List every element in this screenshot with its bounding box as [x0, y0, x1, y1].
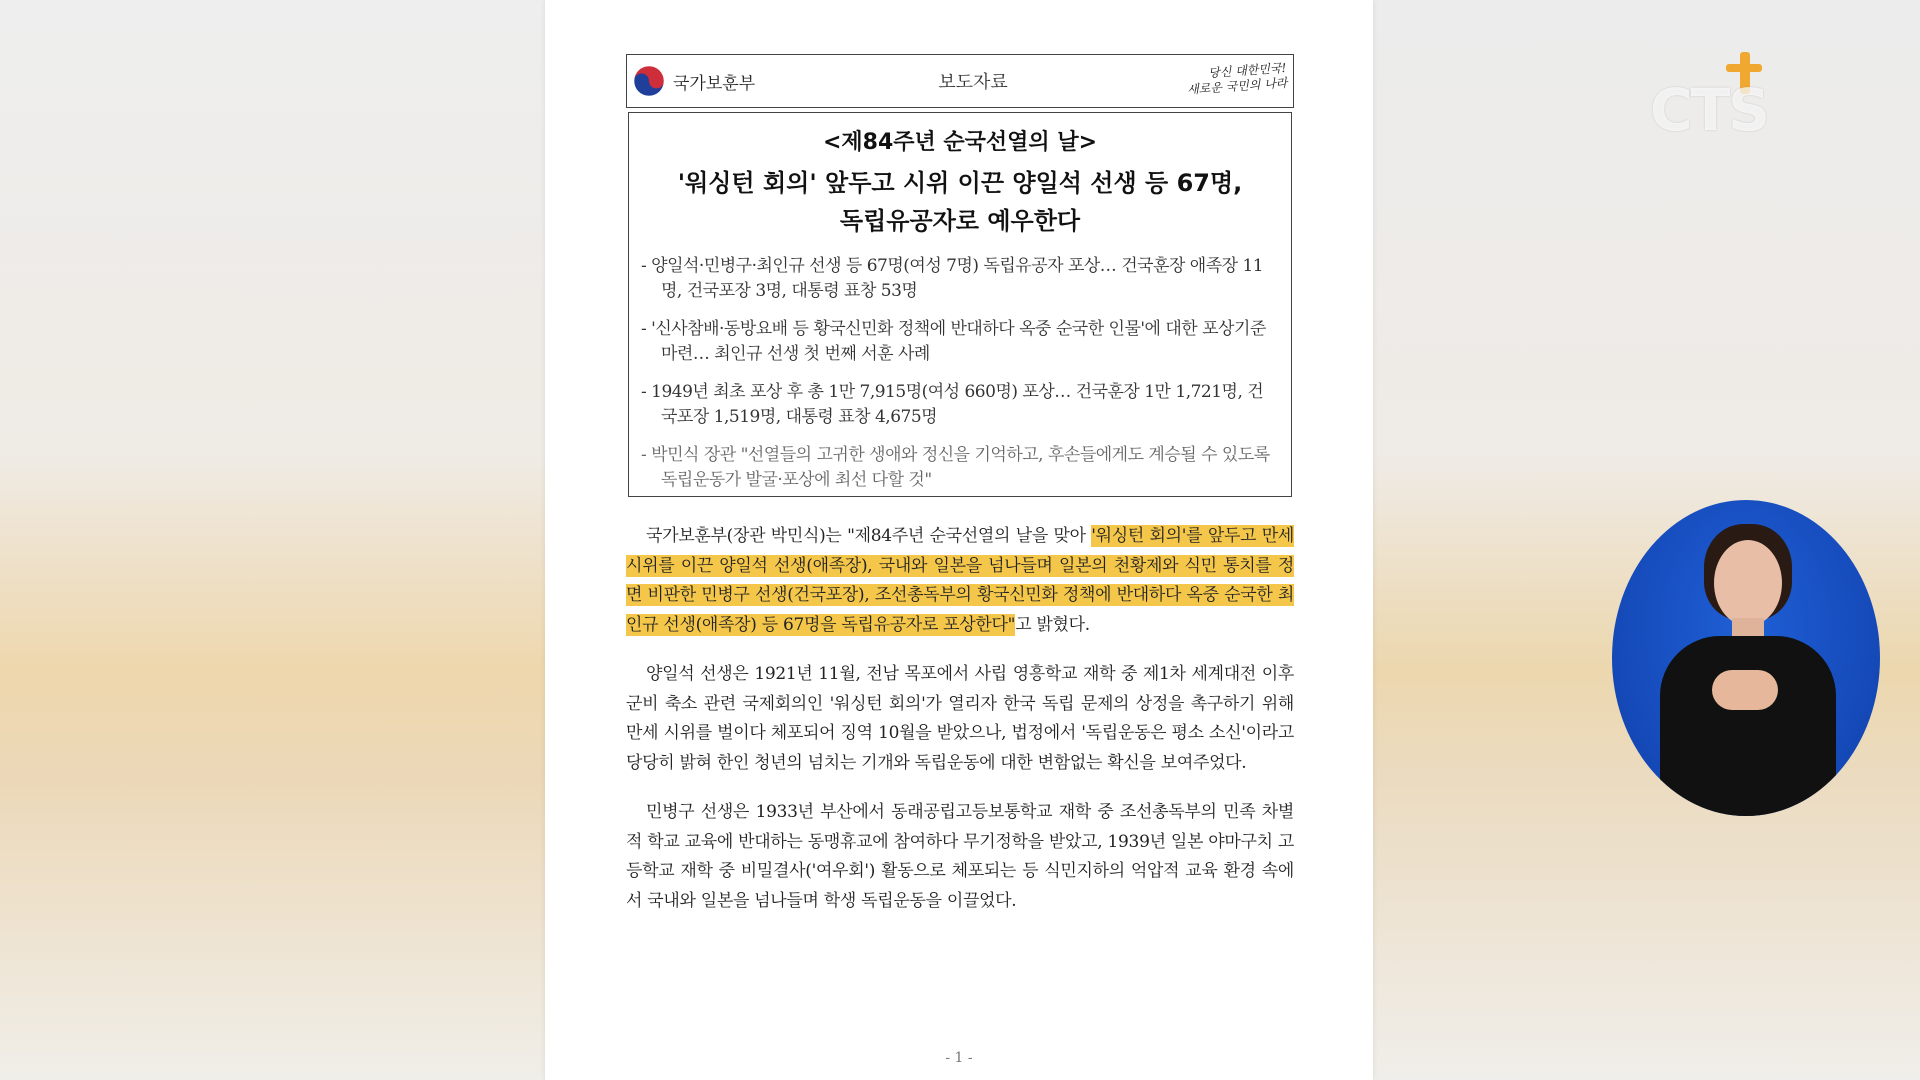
summary-bullet: - 1949년 최초 포상 후 총 1만 7,915명(여성 660명) 포상… 건국훈장 1만 1,721명, 건국포장 1,519명, 대통령 표창 4,675명 — [641, 382, 1264, 427]
cross-icon-bar — [1726, 64, 1762, 72]
background-left — [0, 0, 545, 1080]
interpreter-hands — [1712, 670, 1778, 710]
broadcaster-logo-text: CTS — [1650, 76, 1768, 144]
press-release-header — [626, 54, 1294, 108]
headline-box — [628, 112, 1292, 497]
paragraph-1-intro: 국가보훈부(장관 박민식)는 "제84주년 순국선열의 날을 맞아 — [646, 526, 1092, 546]
slogan — [1136, 61, 1288, 101]
document-page — [545, 0, 1373, 1080]
headline-title-line-1: '워싱턴 회의' 앞두고 시위 이끈 양일석 선생 등 67명, — [677, 169, 1243, 197]
summary-bullet: - 양일석·민병구·최인규 선생 등 67명(여성 7명) 독립유공자 포상… 건국훈장 애족장 11명, 건국포장 3명, 대통령 표창 53명 — [641, 256, 1264, 301]
page-number: - 1 - — [945, 1050, 973, 1066]
body-paragraph-2: 양일석 선생은 1921년 11월, 전남 목포에서 사립 영흥학교 재학 중 제1차 세계대전 이후 군비 축소 관련 국제회의인 '워싱턴 회의'가 열리자 한국 독립 문제의 상정을 촉구하기 위해 만세 시위를 벌이다 체포되어 징역 10월을 받았으나, 법정에서 '독립운동은 평소 소신'이라고 당당히 밝혀 한인 청년의 넘치는 기개와 독립운동에 대한 변함없는 확신을 보여주었다. — [626, 664, 1294, 773]
summary-bullet: - '신사참배·동방요배 등 황국신민화 정책에 반대하다 옥중 순국한 인물'에 대한 포상기준 마련… 최인규 선생 첫 번째 서훈 사례 — [641, 319, 1266, 364]
summary-bullet: - 박민식 장관 "선열들의 고귀한 생애와 정신을 기억하고, 후손들에게도 계승될 수 있도록 독립운동가 발굴·포상에 최선 다할 것" — [641, 445, 1270, 490]
taegeuk-emblem-icon — [633, 65, 665, 97]
slogan-line-1: 당신 대한민국! — [1207, 60, 1287, 81]
broadcaster-logo — [1650, 52, 1780, 142]
body-text — [626, 522, 1294, 936]
body-paragraph-3: 민병구 선생은 1933년 부산에서 동래공립고등보통학교 재학 중 조선총독부의 민족 차별적 학교 교육에 반대하는 동맹휴교에 참여하다 무기정학을 받았고, 1939년 일본 야마구치 고등학교 재학 중 비밀결사('여우회') 활동으로 체포되는 등 식민지하의 억압적 교육 환경 속에서 국내와 일본을 넘나들며 학생 독립운동을 이끌었다. — [626, 802, 1294, 911]
summary-bullets — [641, 254, 1279, 493]
interpreter-body — [1660, 636, 1836, 816]
paragraph-1-ending: 고 밝혔다. — [1015, 614, 1090, 635]
headline-title-line-2: 독립유공자로 예우한다 — [839, 207, 1081, 235]
slogan-line-2: 새로운 국민의 나라 — [1186, 75, 1288, 97]
sign-language-interpreter — [1612, 500, 1880, 816]
body-paragraph-1 — [626, 522, 1294, 640]
interpreter-face — [1714, 540, 1782, 626]
headline-title — [641, 164, 1279, 240]
background-right — [1373, 0, 1920, 1080]
headline-subtitle: <제84주년 순국선열의 날> — [822, 130, 1098, 155]
document-type: 보도자료 — [938, 72, 1008, 93]
ministry-name: 국가보훈부 — [673, 73, 756, 94]
highlighted-text: '워싱턴 회의'를 앞두고 만세 시위를 이끈 양일석 선생(애족장), 국내와 일본을 넘나들며 일본의 천황제와 식민 통치를 정면 비판한 민병구 선생(건국포장), 조선총독부의 황국신민화 정책에 반대하다 옥중 순국한 최인규 선생(애족장) 등 67명을 독립유공자로 포상한다" — [626, 526, 1294, 635]
ministry-block — [633, 65, 873, 97]
